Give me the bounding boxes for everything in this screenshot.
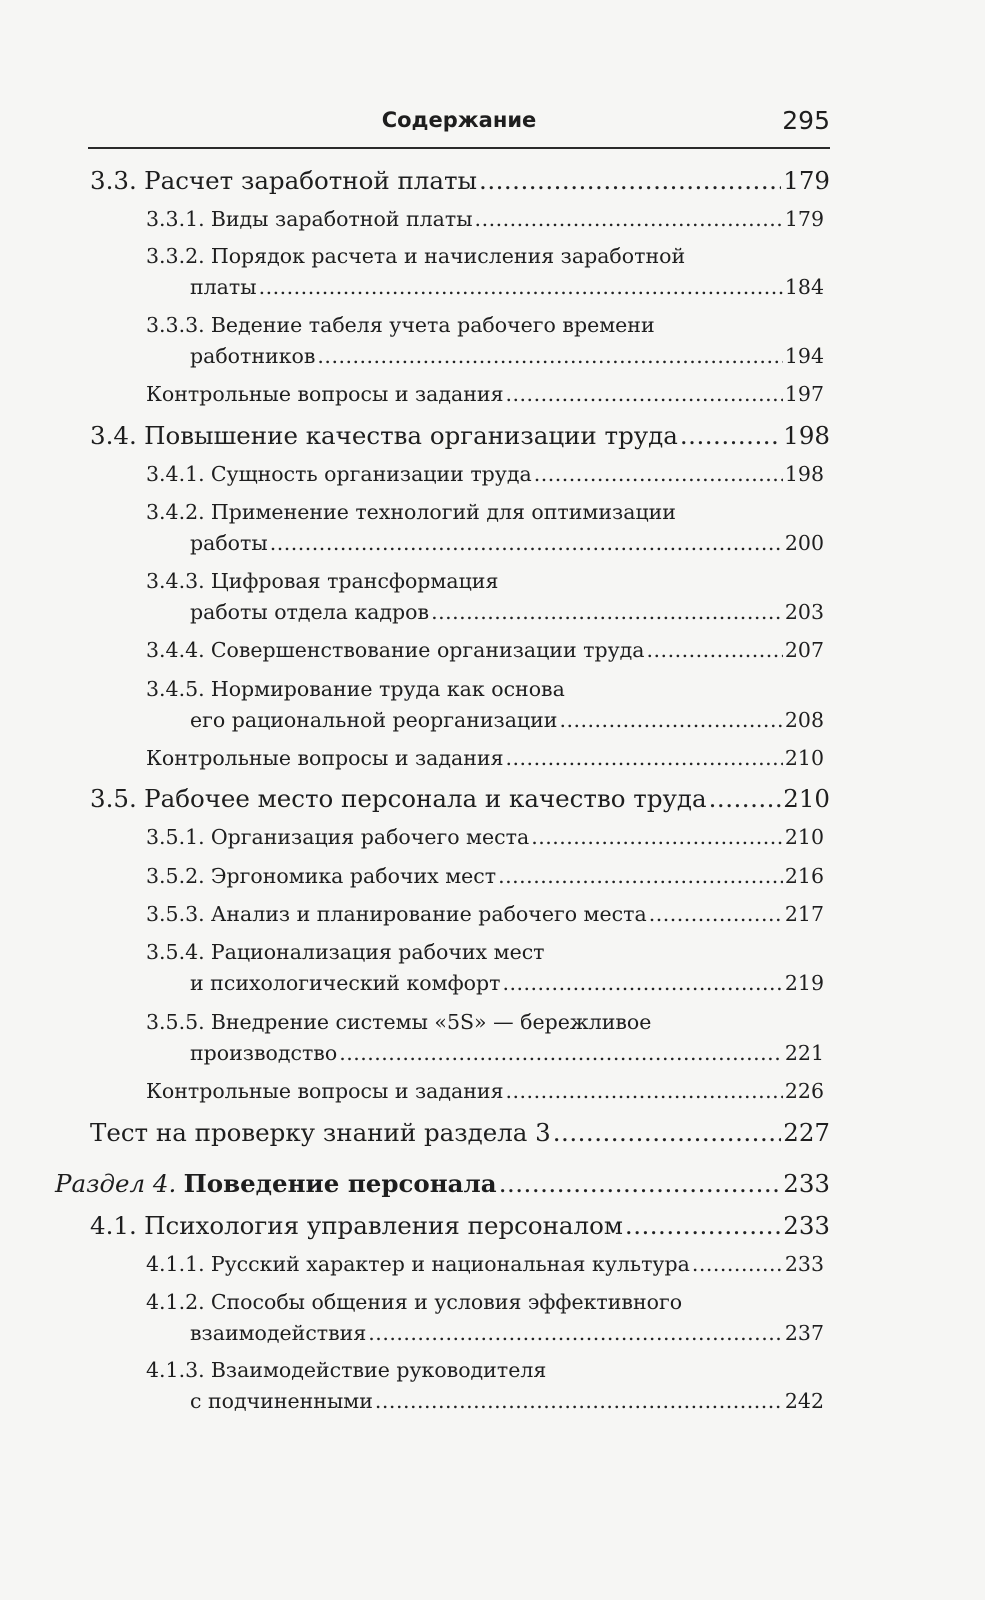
entry-title-line1: Применение технологий для оптимизации bbox=[210, 500, 676, 524]
toc-entry-test-3 bbox=[90, 1118, 830, 1147]
header-title: Содержание bbox=[381, 108, 537, 132]
toc-entry-4-1-3-line1 bbox=[146, 1358, 824, 1382]
entry-title: Контрольные вопросы и задания bbox=[146, 1079, 504, 1103]
toc-entry-section-4 bbox=[55, 1169, 830, 1198]
entry-page: 208 bbox=[784, 708, 824, 732]
entry-page: 217 bbox=[784, 902, 824, 926]
entry-number: 4.1. bbox=[90, 1211, 137, 1240]
entry-title-line1: Взаимодействие руководителя bbox=[210, 1358, 547, 1382]
toc-entry-3-3 bbox=[90, 166, 830, 195]
dot-leader bbox=[502, 971, 782, 995]
dot-leader bbox=[680, 421, 781, 450]
entry-number: 3.3.2. bbox=[146, 244, 205, 268]
entry-page: 194 bbox=[784, 344, 824, 368]
dot-leader bbox=[647, 638, 783, 662]
dot-leader bbox=[479, 166, 781, 195]
entry-title-line2: работников bbox=[190, 344, 316, 368]
entry-number: 3.3.1. bbox=[146, 207, 205, 231]
dot-leader bbox=[531, 825, 783, 849]
toc-entry-3-5-5-line2 bbox=[190, 1041, 824, 1065]
toc-entry-3-4-1 bbox=[146, 462, 824, 486]
dot-leader bbox=[553, 1118, 781, 1147]
entry-page: 216 bbox=[784, 864, 824, 888]
toc-entry-3-5-4-line1 bbox=[146, 940, 824, 964]
toc-entry-3-5-3 bbox=[146, 902, 824, 926]
dot-leader bbox=[506, 746, 783, 770]
entry-title: Совершенствование организации труда bbox=[210, 638, 645, 662]
toc-entry-3-4-2-line2 bbox=[190, 531, 824, 555]
entry-page: 242 bbox=[784, 1389, 824, 1413]
toc-entry-3-3-3-line2 bbox=[190, 344, 824, 368]
entry-number: 3.4.5. bbox=[146, 677, 205, 701]
dot-leader bbox=[559, 708, 782, 732]
entry-number: 3.3. bbox=[90, 166, 137, 195]
entry-number: 3.5.5. bbox=[146, 1010, 205, 1034]
entry-page: 200 bbox=[784, 531, 824, 555]
entry-page: 210 bbox=[784, 825, 824, 849]
dot-leader bbox=[709, 784, 782, 813]
dot-leader bbox=[368, 1321, 783, 1345]
entry-number: 3.4.1. bbox=[146, 462, 205, 486]
entry-number: 4.1.3. bbox=[146, 1358, 205, 1382]
entry-title-line1: Ведение табеля учета рабочего времени bbox=[210, 313, 655, 337]
toc-entry-3-4-4 bbox=[146, 638, 824, 662]
entry-title-line1: Способы общения и условия эффективного bbox=[210, 1290, 683, 1314]
entry-title: Расчет заработной платы bbox=[144, 166, 478, 195]
section-label: Раздел 4. bbox=[55, 1169, 177, 1198]
header-rule bbox=[88, 147, 830, 149]
entry-title-line2: платы bbox=[190, 275, 257, 299]
toc-entry-4-1-2-line1 bbox=[146, 1290, 824, 1314]
page-number: 295 bbox=[782, 106, 830, 135]
entry-title: Тест на проверку знаний раздела 3 bbox=[90, 1118, 551, 1147]
entry-number: 3.4.3. bbox=[146, 569, 205, 593]
entry-page: 233 bbox=[784, 1252, 824, 1276]
toc-entry-3-3-2-line2 bbox=[190, 275, 824, 299]
dot-leader bbox=[649, 902, 783, 926]
dot-leader bbox=[475, 207, 783, 231]
entry-page: 233 bbox=[783, 1211, 830, 1240]
toc-entry-3-4-5-line1 bbox=[146, 677, 824, 701]
entry-title: Рабочее место персонала и качество труда bbox=[144, 784, 707, 813]
entry-title-line2: и психологический комфорт bbox=[190, 971, 501, 995]
entry-page: 203 bbox=[784, 600, 824, 624]
entry-number: 3.5.1. bbox=[146, 825, 205, 849]
dot-leader bbox=[534, 462, 783, 486]
entry-title: Повышение качества организации труда bbox=[144, 421, 678, 450]
entry-page: 219 bbox=[784, 971, 824, 995]
entry-title-line2: с подчиненными bbox=[190, 1389, 373, 1413]
dot-leader bbox=[259, 275, 783, 299]
entry-title: Анализ и планирование рабочего места bbox=[210, 902, 647, 926]
entry-number: 4.1.1. bbox=[146, 1252, 205, 1276]
toc-entry-3-4-5-line2 bbox=[190, 708, 824, 732]
dot-leader bbox=[270, 531, 783, 555]
entry-page: 210 bbox=[783, 784, 830, 813]
entry-number: 3.5.3. bbox=[146, 902, 205, 926]
entry-title-line1: Порядок расчета и начисления заработной bbox=[210, 244, 686, 268]
entry-page: 198 bbox=[783, 421, 830, 450]
toc-entry-4-1-2-line2 bbox=[190, 1321, 824, 1345]
dot-leader bbox=[498, 864, 783, 888]
toc-entry-3-3-2-line1 bbox=[146, 244, 824, 268]
entry-number: 3.4.4. bbox=[146, 638, 205, 662]
entry-page: 210 bbox=[784, 746, 824, 770]
toc-entry-3-4-2-line1 bbox=[146, 500, 824, 524]
entry-title: Эргономика рабочих мест bbox=[210, 864, 497, 888]
entry-number: 4.1.2. bbox=[146, 1290, 205, 1314]
entry-page: 233 bbox=[783, 1169, 830, 1198]
dot-leader bbox=[692, 1252, 783, 1276]
entry-number: 3.5.2. bbox=[146, 864, 205, 888]
entry-title: Русский характер и национальная культура bbox=[210, 1252, 690, 1276]
dot-leader bbox=[506, 382, 783, 406]
dot-leader bbox=[339, 1041, 783, 1065]
entry-title: Контрольные вопросы и задания bbox=[146, 746, 504, 770]
entry-number: 3.5.4. bbox=[146, 940, 205, 964]
entry-page: 184 bbox=[784, 275, 824, 299]
section-title: Поведение персонала bbox=[183, 1169, 497, 1198]
toc-entry-review-197 bbox=[146, 382, 824, 406]
entry-title: Сущность организации труда bbox=[210, 462, 532, 486]
entry-title-line2: работы bbox=[190, 531, 268, 555]
toc-entry-3-3-3-line1 bbox=[146, 313, 824, 337]
toc-entry-3-5-1 bbox=[146, 825, 824, 849]
entry-number: 3.5. bbox=[90, 784, 137, 813]
entry-title-line1: Внедрение системы «5S» — бережливое bbox=[210, 1010, 652, 1034]
dot-leader bbox=[499, 1169, 782, 1198]
dot-leader bbox=[506, 1079, 783, 1103]
dot-leader bbox=[317, 344, 782, 368]
entry-title-line2: работы отдела кадров bbox=[190, 600, 430, 624]
entry-title-line1: Рационализация рабочих мест bbox=[210, 940, 545, 964]
entry-title-line1: Нормирование труда как основа bbox=[210, 677, 565, 701]
entry-number: 3.4.2. bbox=[146, 500, 205, 524]
dot-leader bbox=[375, 1389, 783, 1413]
toc-entry-3-4 bbox=[90, 421, 830, 450]
entry-title-line2: производство bbox=[190, 1041, 338, 1065]
running-header bbox=[88, 102, 830, 146]
entry-page: 179 bbox=[784, 207, 824, 231]
entry-title: Организация рабочего места bbox=[210, 825, 530, 849]
dot-leader bbox=[625, 1211, 781, 1240]
toc-entry-3-3-1 bbox=[146, 207, 824, 231]
entry-number: 3.3.3. bbox=[146, 313, 205, 337]
entry-page: 198 bbox=[784, 462, 824, 486]
entry-page: 227 bbox=[783, 1118, 830, 1147]
toc-entry-4-1-1 bbox=[146, 1252, 824, 1276]
toc-entry-review-226 bbox=[146, 1079, 824, 1103]
toc-entry-3-5-2 bbox=[146, 864, 824, 888]
toc-entry-3-5 bbox=[90, 784, 830, 813]
toc-entry-3-5-5-line1 bbox=[146, 1010, 824, 1034]
toc-entry-3-4-3-line1 bbox=[146, 569, 824, 593]
toc-entry-4-1 bbox=[90, 1211, 830, 1240]
entry-number: 3.4. bbox=[90, 421, 137, 450]
entry-page: 179 bbox=[783, 166, 830, 195]
entry-title-line1: Цифровая трансформация bbox=[210, 569, 499, 593]
entry-page: 226 bbox=[784, 1079, 824, 1103]
entry-page: 207 bbox=[784, 638, 824, 662]
entry-page: 237 bbox=[784, 1321, 824, 1345]
toc-entry-3-4-3-line2 bbox=[190, 600, 824, 624]
entry-title-line2: взаимодействия bbox=[190, 1321, 367, 1345]
entry-title: Контрольные вопросы и задания bbox=[146, 382, 504, 406]
entry-title: Психология управления персоналом bbox=[144, 1211, 623, 1240]
toc-entry-review-210 bbox=[146, 746, 824, 770]
entry-page: 221 bbox=[784, 1041, 824, 1065]
toc-entry-4-1-3-line2 bbox=[190, 1389, 824, 1413]
dot-leader bbox=[431, 600, 783, 624]
entry-title: Виды заработной платы bbox=[210, 207, 473, 231]
toc-entry-3-5-4-line2 bbox=[190, 971, 824, 995]
entry-page: 197 bbox=[784, 382, 824, 406]
entry-title-line2: его рациональной реорганизации bbox=[190, 708, 558, 732]
